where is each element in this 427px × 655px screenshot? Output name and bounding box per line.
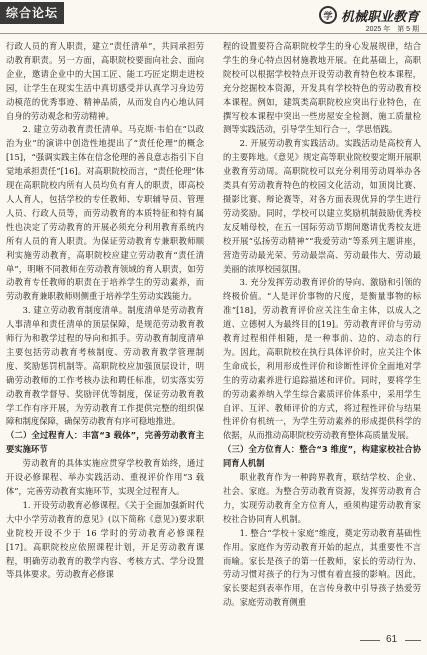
paragraph: 3. 建立劳动教育制度清单。制度清单是劳动教育人事清单和责任清单的顶层保障，是规范劳动教育教师行为和教学过程的导向和抓手。劳动教育制度清单主要包括劳动教育考核制度、劳动教育教学管理制度、奖励惩罚机制等。高职院校应加强顶层设计，明确劳动教师的工作考核办法和聘任标准，切实落实劳动教育教学督导、奖励评优等制度，保证劳动教育教学工作有序开展，为劳动教育工作提供完整的组织保障和制度保障，确保劳动教育有序可稳地推进。	[6, 305, 204, 427]
section-heading: （二）全过程育人：丰富“3 载体”，完善劳动教育主要实施环节	[6, 430, 204, 455]
paragraph: 职业教育作为一种跨界教育，联结学校、企业、社会、家庭。为整合劳动教育资源，发挥劳动教育合力，实现劳动教育全方位育人，亟须构建劳动教育家校社合协同育人机制。	[223, 472, 421, 524]
header-divider	[0, 33, 427, 34]
footer-divider-left	[360, 640, 380, 641]
paragraph: 1. 开设劳动教育必修课程。《关于全面加强新时代大中小学劳动教育的意见》(以下简称《意见》)要求职业院校开设不少于 16 学时的劳动教育必修课程[17]。高职院校应依照课程计划，开足劳动教育课程，明确劳动教育的教学内容、考核方式、学分设置等具体要求。劳动教育必修课	[6, 499, 204, 580]
paragraph: 行政人员的育人职责，建立“责任清单”，共同承担劳动教育职责。另一方面，高职院校要面向社会、面向企业，邀请企业中的大国工匠、能工巧匠定期走进校园，让学生在现实生活中真切感受并认真学习身边劳动模范的优秀事迹、精神品质，从而发自内心地认同自身的劳动观念和劳动精神。	[6, 41, 204, 121]
page-header	[0, 0, 427, 32]
page-number: 61	[386, 634, 398, 645]
paragraph: 1. 整合“学校＋家庭”维度，奠定劳动教育基础性作用。家庭作为劳动教育开始的起点，其重要性不言而喻。家长是孩子的第一任教师，家长的劳动行为、劳动习惯对孩子的行为习惯有着直接的影响。因此，家长要起到表率作用，在言传身教中引导孩子热爱劳动。家庭劳动教育侧重	[223, 527, 421, 608]
paragraph: 程的设置要符合高职院校学生的身心发展规律，结合学生的身心特点因材施教地开展。在此基础上，高职院校可以根据学校特点开设劳动教育特色校本课程，充分挖掘校本资源，开发具有学校特色的劳动教育校本课程。例如，建筑类高职院校应突出行业特色，在撰写校本课程中突出一些房屋安全检测、施工质量检测等实践活动，引导学生知行合一，学思悟践。	[223, 41, 421, 135]
paragraph: 2. 开展劳动教育实践活动。实践活动是高校育人的主要阵地。《意见》规定高等职业院校要定期开展职业教育劳动周。高职院校可以充分利用劳动周举办各类具有劳动教育特色的校园文化活动，如顶岗比赛、摄影比赛、辩论赛等，对各方面表现优异的学生进行劳动奖励。同时，学校可以建立奖励机制鼓励优秀校友反哺母校，在五一国际劳动节期间邀请优秀校友进校开展“弘扬劳动精神”“我爱劳动”等系列主题讲座，营造劳动最光荣、劳动最崇高、劳动最伟大、劳动最美丽的浓厚校园氛围。	[223, 138, 421, 274]
right-column	[223, 40, 421, 625]
section-tab: 综合论坛	[0, 2, 64, 24]
paragraph: 2. 建立劳动教育责任清单。马克斯·韦伯在“以政治为业”的演讲中创造性地提出了“责任伦理”的概念[15]，“强调实践主体在信念伦理的善良意志指引下自觉地承担责任”[16]。对高职院校而言，“责任伦理”体现在高职院校内所有人员均负有育人的职责，即高校人人育人，包括学校的专任教师、专职辅导员、管理人员、行政人员等，而劳动教育的本质特征和特有属性也决定了劳动教育的开展必须充分利用教育系统内所有人员的育人职责。为保证劳动教育专兼职教师顺利实施劳动教育，高职院校应建立劳动教育“责任清单”，明晰不同教师在劳动教育领域的育人职责，如劳动教育专任教师的职责在于培养学生的劳动素养，而劳动教育兼职教师则侧重于培养学生劳动实践能力。	[6, 124, 204, 302]
section-heading: （三）全方位育人：整合“3 维度”，构建家校社合协同育人机制	[223, 444, 421, 469]
left-column	[6, 40, 204, 625]
issue-label: 2025 年 第 5 期	[365, 26, 419, 33]
journal-title: 机械职业教育	[340, 9, 419, 25]
paragraph: 3. 充分发挥劳动教育评价的导向、激励和引领的终极价值。“人是评价事物的尺度，是衡量事物的标准”[18]，劳动教育评价应关注生命主体，以成人之道、立德树人为最终目的[19]。劳动教育评价与劳动教育过程相伴相随，是一种事前、边的、动态的行为。因此，高职院校在执行具体评价时，应关注个体生命成长，利用形成性评价和诊断性评价全面地对学生的劳动素养进行追踪描述和评价。同时，要将学生的劳动素养纳入学生综合素质评价体系中，采用学生自评、互评、教师评价的方式，将过程性评价与结果性评价有机统一，为学生劳动素养的形成提供科学的依据，从而推动高职院校劳动教育整体高质量发展。	[223, 277, 421, 441]
footer-divider-right	[405, 640, 421, 641]
journal-logo-icon: 学	[319, 6, 337, 24]
paragraph: 劳动教育的具体实施应贯穿学校教育始终，通过开设必修课程、举办实践活动、重视评价作用“3 载体”，完善劳动教育实施环节，实现全过程育人。	[6, 458, 204, 496]
